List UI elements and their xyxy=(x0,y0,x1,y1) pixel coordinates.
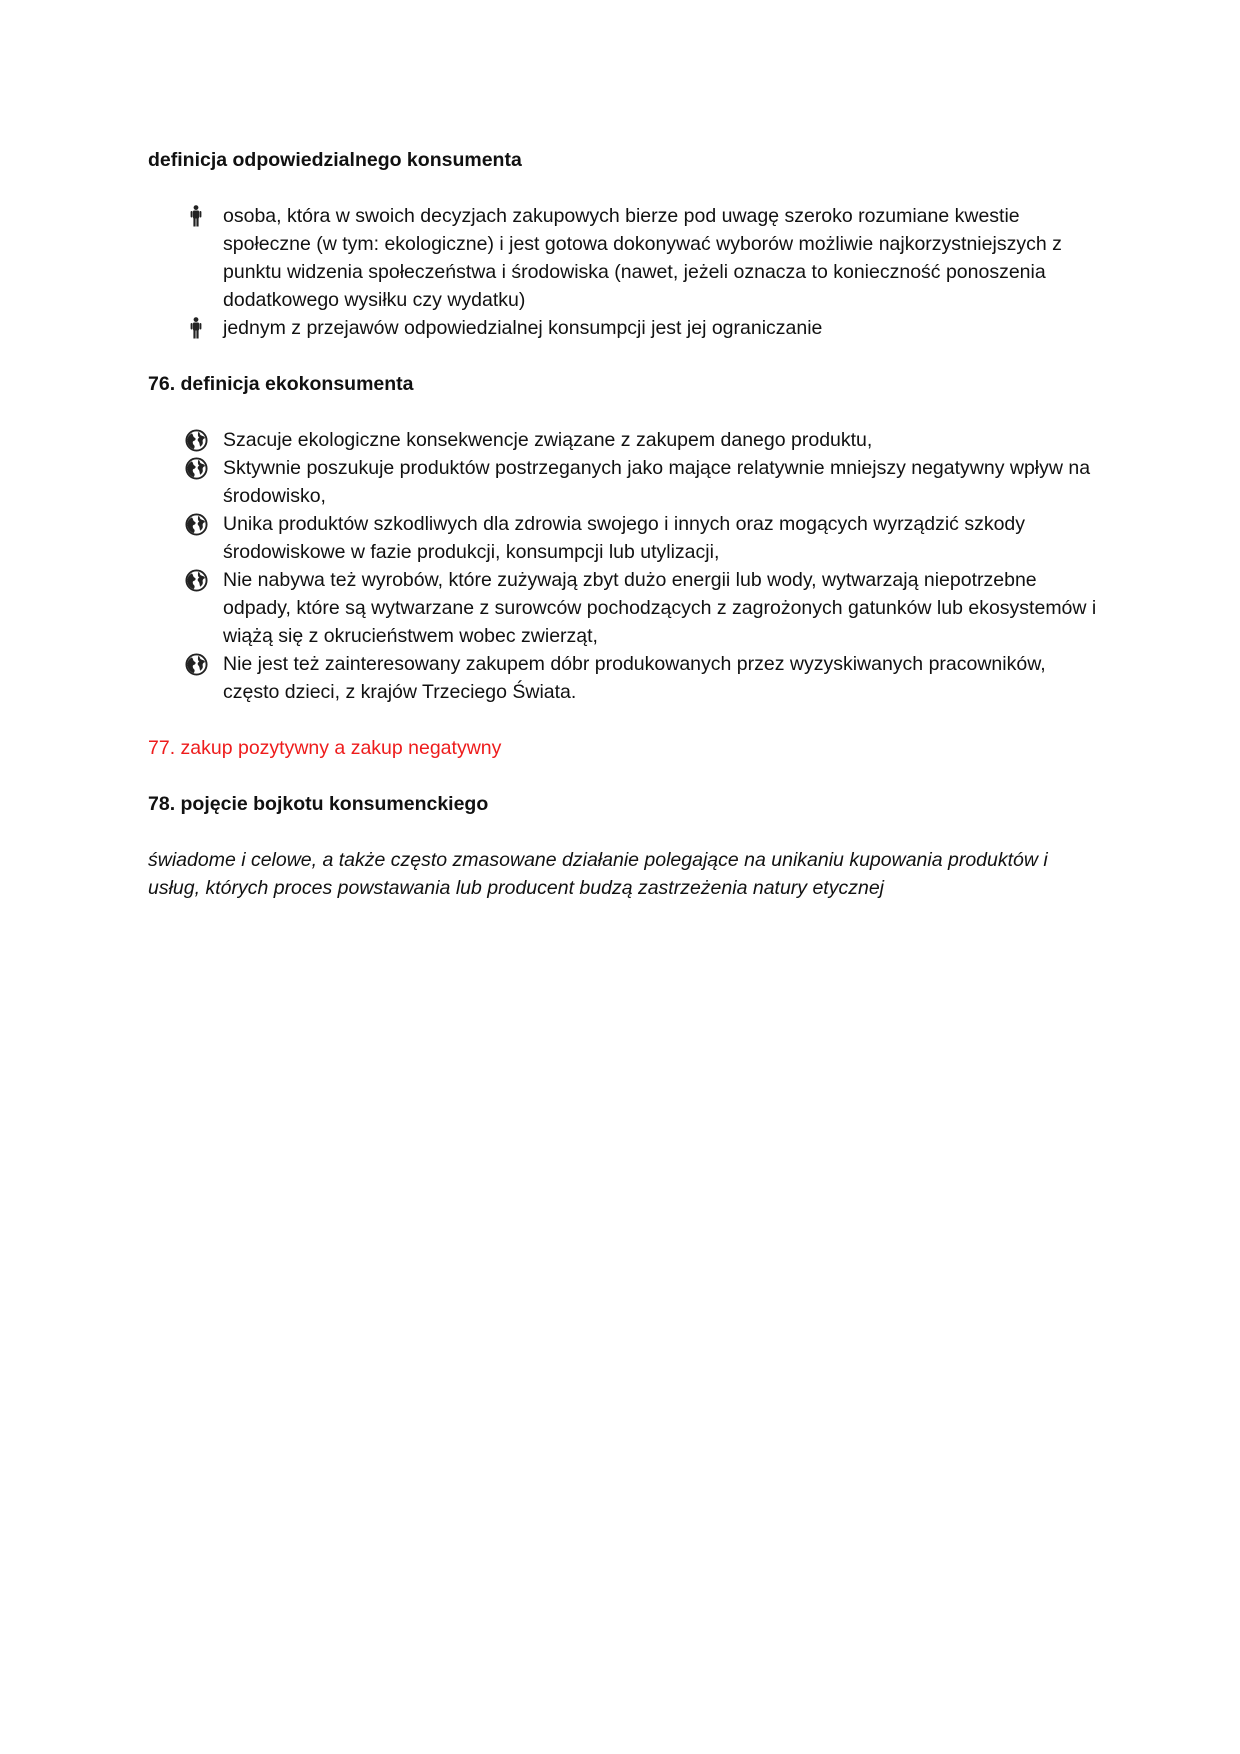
globe-icon xyxy=(184,429,208,453)
heading-positive-negative-purchase: 77. zakup pozytywny a zakup negatywny xyxy=(148,737,502,759)
list-item-text: jednym z przejawów odpowiedzialnej konsumpcji jest jej ograniczanie xyxy=(223,317,823,339)
list-item-text: osoba, która w swoich decyzjach zakupowych bierze pod uwagę szeroko rozumiane kwestie społeczne (w tym: ekologiczne) i jest gotowa dokonywać wyborów możliwie najkorzystniejszych z punktu widzenia społeczeństwa i środowiska (nawet, jeżeli oznacza to konieczność ponoszenia dodatkowego wysiłku czy wydatku) xyxy=(223,205,1062,311)
person-icon xyxy=(184,205,208,229)
heading-eco-consumer: 76. definicja ekokonsumenta xyxy=(148,373,414,395)
list-item xyxy=(148,314,1098,342)
list-item xyxy=(148,566,1098,650)
globe-icon xyxy=(184,513,208,537)
responsible-consumer-list xyxy=(148,202,1098,342)
boycott-definition: świadome i celowe, a także często zmasowane działanie polegające na unikaniu kupowania produktów i usług, których proces powstawania lub producent budzą zastrzeżenia natury etycznej xyxy=(148,849,1048,899)
person-icon xyxy=(184,317,208,341)
list-item-text: Unika produktów szkodliwych dla zdrowia swojego i innych oraz mogących wyrządzić szkody środowiskowe w fazie produkcji, konsumpcji lub utylizacji, xyxy=(223,513,1026,563)
list-item-text: Sktywnie poszukuje produktów postrzeganych jako mające relatywnie mniejszy negatywny wpływ na środowisko, xyxy=(223,457,1091,507)
list-item-text: Nie jest też zainteresowany zakupem dóbr produkowanych przez wyzyskiwanych pracowników, często dzieci, z krajów Trzeciego Świata. xyxy=(223,653,1046,703)
heading-responsible-consumer: definicja odpowiedzialnego konsumenta xyxy=(148,149,522,171)
document-page xyxy=(148,146,1098,902)
list-item-text: Szacuje ekologiczne konsekwencje związane z zakupem danego produktu, xyxy=(223,429,873,451)
list-item xyxy=(148,650,1098,706)
list-item-text: Nie nabywa też wyrobów, które zużywają zbyt dużo energii lub wody, wytwarzają niepotrzebne odpady, które są wytwarzane z surowców pochodzących z zagrożonych gatunków lub ekosystemów i wiążą się z okrucieństwem wobec zwierząt, xyxy=(223,569,1097,647)
list-item xyxy=(148,202,1098,314)
heading-consumer-boycott: 78. pojęcie bojkotu konsumenckiego xyxy=(148,793,489,815)
eco-consumer-list xyxy=(148,426,1098,706)
list-item xyxy=(148,454,1098,510)
globe-icon xyxy=(184,457,208,481)
list-item xyxy=(148,510,1098,566)
globe-icon xyxy=(184,653,208,677)
list-item xyxy=(148,426,1098,454)
globe-icon xyxy=(184,569,208,593)
